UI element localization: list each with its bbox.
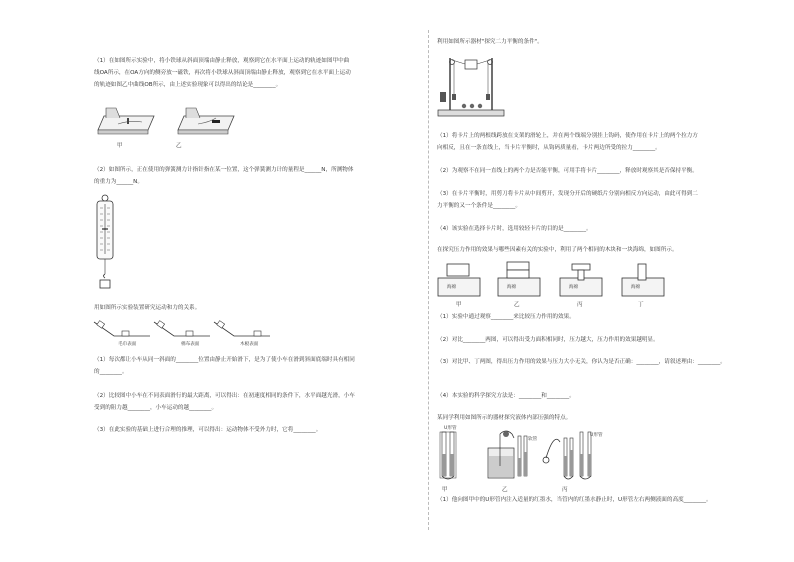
magnet-icon <box>212 120 220 123</box>
friction-q2-line1: （2）比较图中小车在不同表面滑行的最大距离，可以得出：在初速度相同的条件下，水平面越光滑，小车 <box>94 393 355 399</box>
pressure-fig-label-jia: 甲 <box>456 302 462 308</box>
liquid-fig-label-jia: 甲 <box>442 487 448 493</box>
hand-icon <box>503 431 509 437</box>
balance-q4: （4）该实验在选择卡片时，选用较轻卡片的目的是________。 <box>437 226 592 232</box>
q2-text-line2: 的重力为______N。 <box>94 179 143 185</box>
sponge-label-3: 海绵 <box>569 285 579 290</box>
pressure-fig-label-ding: 丁 <box>638 302 644 308</box>
ramp-figure-yi <box>178 108 234 134</box>
sponge-label-4: 海绵 <box>631 285 641 290</box>
ramp-magnet-figure <box>94 96 254 140</box>
u-tube-label-1: U形管 <box>444 426 457 431</box>
q1-text-line2: 线OA所示，在OA方向的侧旁放一磁铁，再次将小铁球从斜面顶端由静止释放，观察到它在水平面上运动 <box>94 70 351 76</box>
surface-cotton-label: 棉布表面 <box>181 342 200 347</box>
q2-text-line1: （2）如图所示，正在使用的弹簧测力计指针指在某一位置，这个弹簧测力计的量程是______N，所测物体 <box>94 167 354 173</box>
pressure-q2: （2）对比________两图，可以得出受力面积相同时，压力越大，压力作用的效果越明显。 <box>437 337 659 343</box>
balance-q3-line2: 力平衡的又一个条件是________。 <box>437 203 521 209</box>
u-tube-label-2: U形管 <box>590 433 603 438</box>
pressure-q4: （4）本实验的科学探究方法是：________和________。 <box>437 393 575 399</box>
sponge-ding <box>622 264 664 296</box>
surface-towel-label: 毛巾表面 <box>118 342 137 347</box>
friction-q1-line1: （1）每次都让小车从同一斜面的________位置由静止开始滑下，是为了使小车在滑到斜面底端时具有相同 <box>94 357 355 363</box>
pressure-q1: （1）实验中通过观察________来比较压力作用的效果。 <box>437 314 575 320</box>
spring-scale-figure <box>90 194 120 294</box>
liquid-q1: （1）他向图甲中的U形管内注入适量的红墨水，当管内的红墨水静止时，U形管左右两侧液面的高度________。 <box>437 497 712 503</box>
balance-intro: 利用如图所示器材"探究二力平衡的条件"。 <box>437 39 543 45</box>
sponge-yi <box>498 262 540 296</box>
liquid-fig-label-yi: 乙 <box>502 487 508 493</box>
u-tube-bing <box>543 432 591 479</box>
sponge-jia <box>438 264 480 296</box>
balance-q1-line1: （1）将卡片上的两根线跨放在支架的滑轮上，并在两个线端分别挂上钩码，使作用在卡片上的两个拉力方 <box>437 133 698 139</box>
sponge-pressure-figure <box>437 262 667 300</box>
u-tube-jia <box>440 432 456 479</box>
friction-q3: （3）在此实验的基础上进行合理的推理，可以得出：运动物体不受外力时，它将________。 <box>94 427 322 433</box>
soft-tube-label: 软管 <box>528 437 538 442</box>
sponge-label-1: 海绵 <box>447 285 457 290</box>
balance-q1-line2: 向相反，且在一条直线上，当卡片平衡时，从钩码质量看，卡片两边所受的拉力________。 <box>437 145 661 151</box>
liquid-intro: 某同学利用如图所示的器材探究液体内部压强的特点。 <box>437 415 572 421</box>
surface-board-label: 木板表面 <box>240 342 259 347</box>
u-tube-yi <box>488 431 527 478</box>
two-force-balance-figure <box>436 48 506 120</box>
pressure-fig-label-yi: 乙 <box>514 302 520 308</box>
friction-q1-line2: 的________。 <box>94 369 128 375</box>
fig-label-yi: 乙 <box>176 143 182 149</box>
friction-q2-line2: 受到的阻力越________，小车运动的越________。 <box>94 405 218 411</box>
liquid-fig-label-bing: 丙 <box>562 487 568 493</box>
pressure-intro: 在探究压力作用的效果与哪些因素有关的实验中，利用了两个相同的木块和一块海绵，如图所示。 <box>437 247 678 253</box>
pressure-q3: （3）对比甲、丁两图，得出压力作用的效果与压力大小无关，你认为是否正确：________，请叙述理由：________。 <box>437 359 726 365</box>
balance-q3-line1: （3）在卡片平衡时，用剪刀将卡片从中间剪开，发现分开后的硬纸片分别向相反方向运动，由此可得到二 <box>437 191 698 197</box>
q1-text-line1: （1）在如图所示实验中，将小铁球从斜面顶端由静止释放，观察到它在水平面上运动的轨迹如图甲中曲 <box>94 58 350 64</box>
q1-text-line3: 的轨迹如图乙中曲线OB所示，由上述实验现象可以得出的结论是________。 <box>94 82 282 88</box>
sponge-bing <box>560 264 602 296</box>
friction-intro: 用如图所示实验装置研究运动和力的关系。 <box>94 305 201 311</box>
fig-label-jia: 甲 <box>117 143 123 149</box>
pressure-fig-label-bing: 丙 <box>577 302 583 308</box>
column-divider <box>428 30 429 530</box>
ramp-figure-jia <box>98 108 154 134</box>
balance-q2: （2）为观察不在同一直线上的两个力是否能平衡，可用手将卡片________，释放时观察其是否保持平衡。 <box>437 168 698 174</box>
sponge-label-2: 海绵 <box>507 285 517 290</box>
